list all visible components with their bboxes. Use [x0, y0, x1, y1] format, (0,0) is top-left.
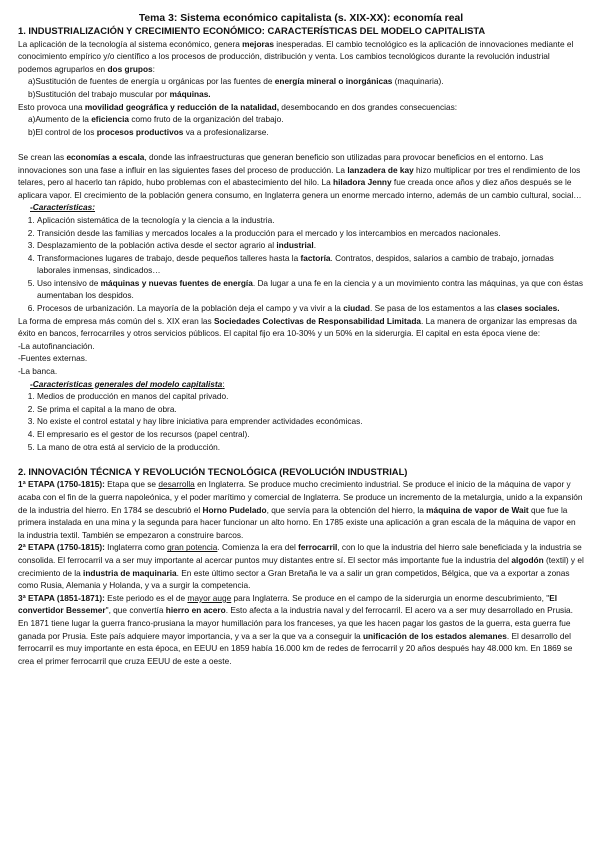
spacer — [18, 138, 584, 151]
group-a-item: a)Sustitución de fuentes de energía u orgánicas por las fuentes de energía mineral o inorgánicas (maquinaria). — [28, 76, 444, 87]
capital-source-item: -La autofinanciación. — [18, 340, 95, 351]
characteristics-list — [18, 214, 584, 315]
list-item: 3. No existe el control estatal y hay libre iniciativa para emprender actividades económicas. — [37, 415, 584, 428]
list-item: 5. Uso intensivo de máquinas y nuevas fuentes de energía. Da lugar a una fe en la ciencia y a un movimiento contra las máquinas, ya que con éstas aumentaban los despidos. — [37, 277, 584, 302]
section-2-heading: 2. INNOVACIÓN TÉCNICA Y REVOLUCIÓN TECNOLÓGICA (REVOLUCIÓN INDUSTRIAL) — [18, 465, 408, 477]
list-item: 6. Procesos de urbanización. La mayoría de la población deja el campo y va vivir a la ciudad. Se pasa de los estamentos a las clases sociales. — [37, 302, 584, 315]
stage-3-paragraph: 3ª ETAPA (1851-1871): Este periodo es el de mayor auge para Inglaterra. Se produce en el campo de la siderurgia un enorme descubrimiento, "El convertidor Bessemer", que convertía hierro en acero. Esto afecta a la industria naval y del ferrocarril. El acero va a ser muy desarrollado en Prusia. En 1871 tiene lugar la guerra franco-prusiana la mayor humillación para los franceses, ya que les hacen pagar los gastos de la guerra, esta guerra fue ganada por Prusia. Este país adquiere mayor importancia, y va a ser la que va a conseguir la unificación de los estados alemanes. El desarrollo del ferrocarril es muy importante en esta época, en EEUU en 1859 había 16.000 km de redes de ferrocarril y 20 años después hay 48.000 km. En 1869 se crea el primer ferrocarril que cruza EEUU de este a oeste. — [18, 592, 573, 666]
list-item: 5. La mano de otra está al servicio de la producción. — [37, 441, 584, 454]
document-page — [18, 12, 584, 667]
list-item: 4. Transformaciones lugares de trabajo, desde pequeños talleres hasta la factoría. Contratos, despidos, salarios a cambio de trabajo, jornadas laborales inmensas, sindicados… — [37, 252, 584, 277]
characteristics-subheading: -Características: — [30, 202, 96, 213]
list-item: 4. El empresario es el gestor de los recursos (papel central). — [37, 428, 584, 441]
capital-source-item: -Fuentes externas. — [18, 353, 88, 364]
paragraph-economies-of-scale: Se crean las economías a escala, donde las infraestructuras que generan beneficio son utilizadas para provocar beneficios en el entorno. Las innovaciones son una fase a influir en las siguientes fases del proceso de producción. La lanzadera de kay hizo multiplicar por tres el rendimiento de los telares, pero al hacerlo tan rápido, hubo problemas con el abastecimiento del hilo. La hiladora Jenny fue creada once años y diez años después se le aplicara vapor. El crecimiento de la población genera consumo, en Inglaterra genera un enorme mercado interno, además de un cambio cultural, social… — [18, 151, 582, 200]
paragraph-consequences: Esto provoca una movilidad geográfica y reducción de la natalidad, desembocando en dos grandes consecuencias: — [18, 101, 458, 112]
stage-2-paragraph: 2ª ETAPA (1750-1815): Inglaterra como gran potencia. Comienza la era del ferrocarril, con lo que la industria del hierro sale beneficiada y la industria se consolida. El ferrocarril va a ser muy importante al acercar puntos muy distantes entre sí. El sector más importante fue la industria del algodón (textil) y el crecimiento de la industria de maquinaria. En este último sector a Gran Bretaña le va a salir un gran competidos, Bélgica, que va a exportar a zonas como Rusia, Alemania y Holanda, y va a surgir la competencia. — [18, 542, 584, 591]
general-characteristics-list — [18, 390, 584, 453]
list-item: 2. Se prima el capital a la mano de obra. — [37, 403, 584, 416]
general-characteristics-subheading: -Características generales del modelo capitalista: — [30, 378, 225, 389]
page-title: Tema 3: Sistema económico capitalista (s. XIX-XX): economía real — [138, 13, 464, 24]
list-item: 1. Aplicación sistemática de la tecnología y la ciencia a la industria. — [37, 214, 584, 227]
stage-1-paragraph: 1ª ETAPA (1750-1815): Etapa que se desarrolla en Inglaterra. Se produce mucho crecimiento industrial. Se produce el inicio de la máquina de vapor y acaba con el fin de la guerra napoleónica, y el poder marítimo y comercial de Inglaterra. Se produce un incremento de la metalurgia, unido a la expansión de la industria del hierro. En 1784 se descubrió el Horno Pudelado, que servía para la obtención del hierro, la máquina de vapor de Wait que fue la primera instalada en una mina y la segunda para hacer funcionar un alto horno. En 1785 existe una aplicación a gran escala de la máquina de vapor en la industria textil. También se empezaron a construire barcos. — [18, 479, 583, 540]
list-item: 1. Medios de producción en manos del capital privado. — [37, 390, 584, 403]
group-b-item: b)Sustitución del trabajo muscular por máquinas. — [28, 88, 211, 99]
consequence-a-item: a)Aumento de la eficiencia como fruto de la organización del trabajo. — [28, 114, 284, 125]
consequence-b-item: b)El control de los procesos productivos va a profesionalizarse. — [28, 126, 269, 137]
list-item: 2. Transición desde las familias y mercados locales a la producción para el mercado y los intercambios en mercados nacionales. — [37, 227, 584, 240]
section-1-heading: 1. INDUSTRIALIZACIÓN Y CRECIMIENTO ECONÓMICO: CARACTERÍSTICAS DEL MODELO CAPITALISTA — [18, 25, 486, 36]
capital-source-item: -La banca. — [18, 366, 58, 377]
list-item: 3. Desplazamiento de la población activa desde el sector agrario al industrial. — [37, 239, 584, 252]
paragraph-intro: La aplicación de la tecnología al sistema económico, genera mejoras inesperadas. El cambio tecnológico es la aplicación de innovaciones mediante el conocimiento empírico y/o científico a los procesos de producción, distribución y venta. Los cambios tecnológicos durante la revolución industrial podemos agruparlos en dos grupos: — [18, 38, 574, 74]
spacer — [18, 453, 584, 466]
paragraph-company-form: La forma de empresa más común del s. XIX eran las Sociedades Colectivas de Responsabilidad Limitada. La manera de organizar las empresas da éxito en bancos, ferrocarriles y otros servicios públicos. El capital fijo era 10-30% y un 50% en la siderurgia. El capital en esta época viene de: — [18, 315, 577, 339]
